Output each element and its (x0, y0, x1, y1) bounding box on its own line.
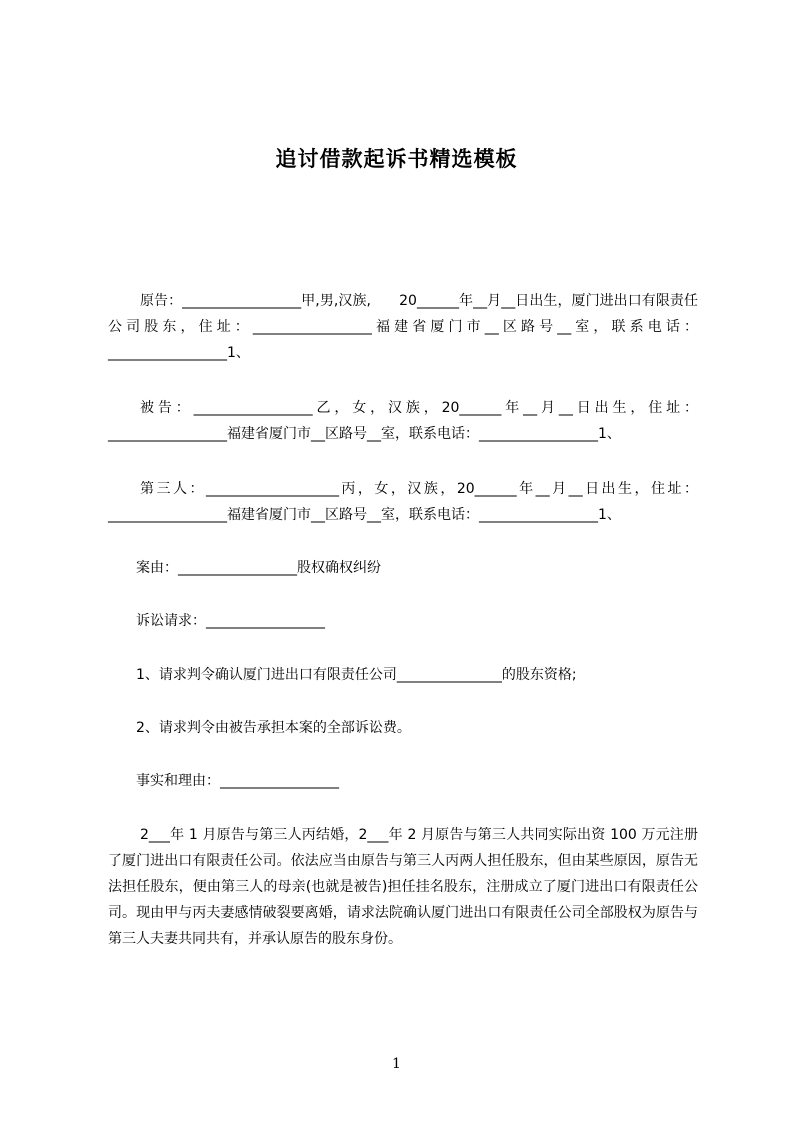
facts-paragraph: 2___年 1 月原告与第三人丙结婚，2___年 2 月原告与第三人共同实际出资 100 万元注册了厦门进出口有限责任公司。依法应当由原告与第三人丙两人担任股东，但由某些原因，原告无法担任股东，便由第三人的母亲(也就是被告)担任挂名股东，注册成立了厦门进出口有限责任公司。现由甲与丙夫妻感情破裂要离婚，请求法院确认厦门进出口有限责任公司全部股权为原告与第三人夫妻共同共有，并承认原告的股东身份。 (108, 827, 698, 947)
cause-of-action: 案由：_________________股权确权纠纷 (136, 560, 381, 576)
page-number: 1 (392, 1056, 401, 1072)
claim-item-2: 2、请求判令由被告承担本案的全部诉讼费。 (136, 720, 411, 736)
page-title: 追讨借款起诉书精选模板 (275, 147, 518, 171)
plaintiff-paragraph: 原告：_________________甲,男,汉族, 20______年__月__日出生，厦门进出口有限责任公司股东，住址：_________________福建省厦门市__区路号__室，联系电话：_________________1、 (108, 293, 698, 361)
claim-item-1: 1、请求判令确认厦门进出口有限责任公司_______________的股东资格; (136, 667, 577, 683)
third-party-paragraph: 第三人：___________________丙，女，汉族，20______年__月__日出生，住址：_________________福建省厦门市__区路号__室，联系电话：_________________1、 (108, 481, 698, 523)
claims-heading: 诉讼请求：_________________ (136, 613, 325, 629)
defendant-paragraph: 被告：_________________乙，女，汉族，20______年__月__日出生，住址：_________________福建省厦门市__区路号__室，联系电话：_________________1、 (108, 400, 698, 442)
facts-heading: 事实和理由：_________________ (136, 773, 339, 789)
